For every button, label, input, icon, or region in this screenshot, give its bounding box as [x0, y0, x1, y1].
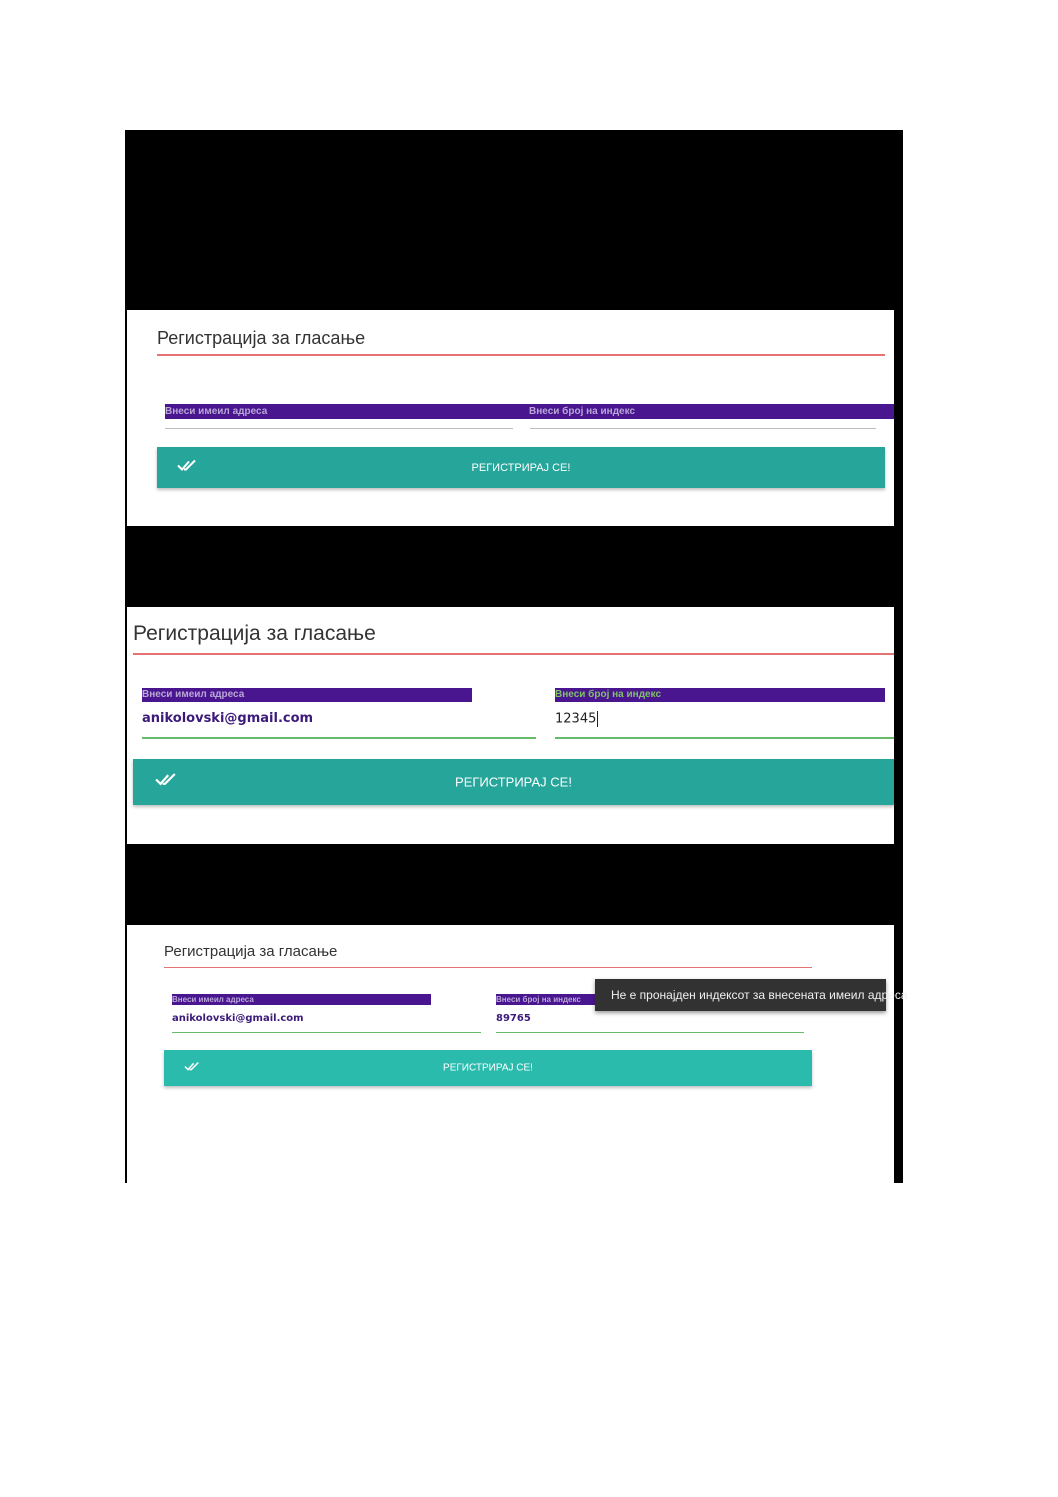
register-button-label: РЕГИСТРИРАЈ СЕ! — [455, 774, 572, 790]
registration-panel-2 — [127, 607, 894, 844]
index-field[interactable]: 89765 — [496, 1013, 531, 1024]
index-field-label: Внеси број на индекс — [555, 688, 885, 702]
page-title: Регистрација за гласање — [133, 622, 376, 645]
index-field-label: Внеси број на индекс — [525, 404, 894, 419]
register-button-label: РЕГИСТРИРАЈ СЕ! — [471, 461, 571, 474]
page-title: Регистрација за гласање — [157, 328, 366, 348]
register-button[interactable] — [133, 759, 894, 805]
email-field-label: Внеси имеил адреса — [142, 688, 472, 702]
index-field-value: 12345 — [555, 711, 597, 727]
registration-panel-3 — [127, 925, 908, 1183]
text-cursor — [597, 711, 598, 727]
error-toast: Не е пронајден индексот за внесената имеил адреса — [595, 979, 886, 1011]
email-field-underline — [172, 1032, 481, 1033]
index-field-underline — [555, 737, 894, 739]
email-field[interactable]: anikolovski@gmail.com — [142, 711, 314, 726]
email-field-underline — [165, 428, 513, 429]
page-title: Регистрација за гласање — [164, 943, 338, 960]
email-field-label: Внеси имеил адреса — [165, 404, 525, 419]
title-divider — [157, 354, 885, 356]
index-field[interactable] — [555, 711, 598, 727]
email-field-underline — [142, 737, 536, 739]
register-button[interactable] — [164, 1050, 812, 1086]
register-button-label: РЕГИСТРИРАЈ СЕ! — [443, 1062, 533, 1074]
index-field-label: Внеси број на индекс — [496, 994, 616, 1005]
email-field[interactable]: anikolovski@gmail.com — [172, 1013, 304, 1024]
title-divider — [164, 967, 812, 968]
title-divider — [133, 653, 894, 655]
email-field-label: Внеси имеил адреса — [172, 994, 431, 1005]
registration-panel-1 — [127, 310, 894, 526]
register-button[interactable] — [157, 447, 885, 488]
index-field-underline — [530, 428, 876, 429]
index-field-underline — [496, 1032, 804, 1033]
